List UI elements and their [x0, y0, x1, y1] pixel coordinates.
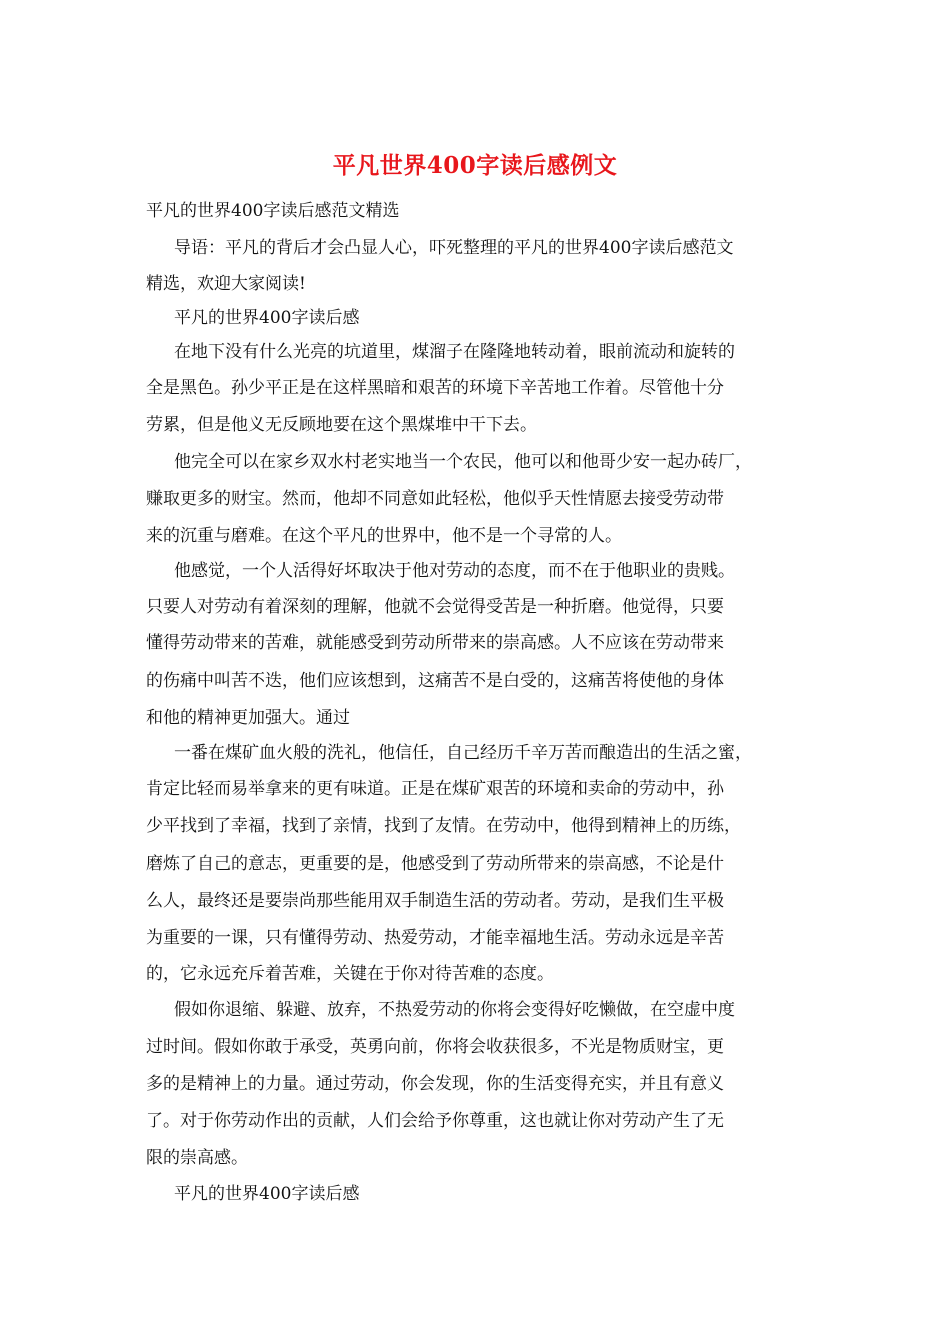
text-line: 懂得劳动带来的苦难，就能感受到劳动所带来的崇高感。人不应该在劳动带来 — [146, 633, 724, 653]
text-line: 磨炼了自己的意志，更重要的是，他感受到了劳动所带来的崇高感，不论是什 — [146, 854, 724, 874]
text-line: 他感觉，一个人活得好坏取决于他对劳动的态度，而不在于他职业的贵贱。 — [174, 561, 735, 581]
text-line: 他完全可以在家乡双水村老实地当一个农民，他可以和他哥少安一起办砖厂， — [174, 452, 752, 472]
document-subtitle: 平凡的世界400字读后感范文精选 — [146, 201, 400, 221]
text-line: 赚取更多的财宝。然而，他却不同意如此轻松，他似乎天性情愿去接受劳动带 — [146, 489, 724, 509]
document-title: 平凡世界400字读后感例文 — [332, 152, 618, 179]
text-line: 为重要的一课，只有懂得劳动、热爱劳动，才能幸福地生活。劳动永远是辛苦 — [146, 928, 724, 948]
text-line: 少平找到了幸福，找到了亲情，找到了友情。在劳动中，他得到精神上的历练， — [146, 816, 741, 836]
section-heading: 平凡的世界400字读后感 — [174, 308, 360, 328]
text-line: 精选，欢迎大家阅读! — [146, 274, 306, 294]
text-line: 劳累，但是他义无反顾地要在这个黑煤堆中干下去。 — [146, 415, 537, 435]
text-line: 和他的精神更加强大。通过 — [146, 708, 350, 728]
text-line: 的，它永远充斥着苦难，关键在于你对待苦难的态度。 — [146, 964, 554, 984]
section-heading: 平凡的世界400字读后感 — [174, 1184, 360, 1204]
text-line: 来的沉重与磨难。在这个平凡的世界中，他不是一个寻常的人。 — [146, 526, 622, 546]
text-line: 只要人对劳动有着深刻的理解，他就不会觉得受苦是一种折磨。他觉得，只要 — [146, 597, 724, 617]
text-line: 导语：平凡的背后才会凸显人心，吓死整理的平凡的世界400字读后感范文 — [174, 238, 734, 258]
text-line: 过时间。假如你敢于承受，英勇向前，你将会收获很多，不光是物质财宝，更 — [146, 1037, 724, 1057]
text-line: 一番在煤矿血火般的洗礼，他信任，自己经历千辛万苦而酿造出的生活之蜜， — [174, 743, 752, 763]
text-line: 了。对于你劳动作出的贡献，人们会给予你尊重，这也就让你对劳动产生了无 — [146, 1111, 724, 1131]
text-line: 么人，最终还是要崇尚那些能用双手制造生活的劳动者。劳动，是我们生平极 — [146, 891, 724, 911]
text-line: 的伤痛中叫苦不迭，他们应该想到，这痛苦不是白受的，这痛苦将使他的身体 — [146, 671, 724, 691]
text-line: 多的是精神上的力量。通过劳动，你会发现，你的生活变得充实，并且有意义 — [146, 1074, 724, 1094]
text-line: 限的崇高感。 — [146, 1148, 248, 1168]
text-line: 肯定比轻而易举拿来的更有味道。正是在煤矿艰苦的环境和卖命的劳动中，孙 — [146, 779, 724, 799]
text-line: 假如你退缩、躲避、放弃，不热爱劳动的你将会变得好吃懒做，在空虚中度 — [174, 1000, 735, 1020]
text-line: 在地下没有什么光亮的坑道里，煤溜子在隆隆地转动着，眼前流动和旋转的 — [174, 342, 735, 362]
text-line: 全是黑色。孙少平正是在这样黑暗和艰苦的环境下辛苦地工作着。尽管他十分 — [146, 378, 724, 398]
